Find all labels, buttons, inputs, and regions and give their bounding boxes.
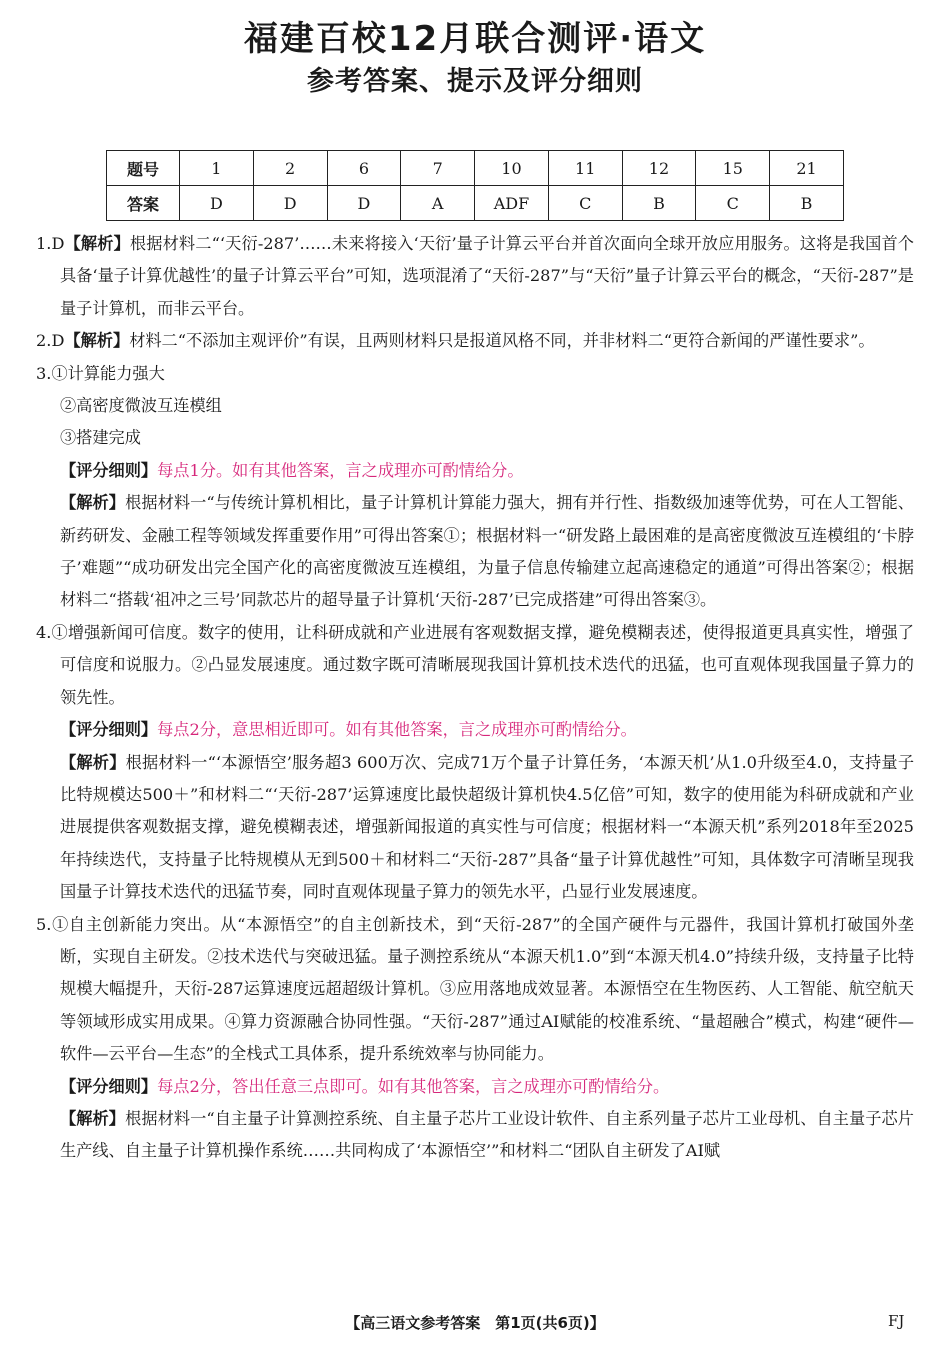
- analysis-block: [36, 747, 914, 909]
- question-number: 3.: [36, 363, 52, 383]
- answer-point: ③搭建完成: [60, 428, 141, 448]
- question-number-cell: 10: [475, 151, 549, 186]
- page-subtitle: 参考答案、提示及评分细则: [307, 66, 643, 97]
- answer-cell: C: [548, 186, 622, 221]
- answer-cell: D: [327, 186, 401, 221]
- scoring-rule: [36, 1071, 914, 1103]
- question-number-cell: 11: [548, 151, 622, 186]
- analysis-block: [36, 1103, 914, 1168]
- answer-text: ①自主创新能力突出。从“本源悟空”的自主创新技术，到“天衍-287”的全国产硬件与元器件，我国计算机打破国外垄断，实现自主研发。②技术迭代与突破迅猛。量子测控系统从“本源天机1.0”到“本源天机4.0”持续升级，支持量子比特规模大幅提升，天衍-287运算速度远超超级计算机。③应用落地成效显著。本源悟空在生物医药、人工智能、航空航天等领域形成实用成果。④算力资源融合协同性强。“天衍-287”通过AI赋能的校准系统、“量超融合”模式，构建“硬件—软件—云平台—生态”的全栈式工具体系，提升系统效率与协同能力。: [51, 914, 914, 1064]
- answer-cell: A: [401, 186, 475, 221]
- analysis-block: [36, 487, 914, 617]
- question-number: 1.D: [36, 234, 65, 253]
- answer-cell: B: [622, 186, 696, 221]
- answer-point: ①计算能力强大: [51, 363, 165, 383]
- answer-cell: ADF: [475, 186, 549, 221]
- page-footer: 【高三语文参考答案 第1页(共6页)】: [345, 1314, 605, 1332]
- question-4: [36, 617, 914, 714]
- question-5: [36, 909, 914, 1071]
- scoring-rule: [36, 455, 914, 487]
- question-number: 2.D: [36, 331, 65, 351]
- question-number: 4.: [36, 622, 52, 642]
- answer-cell: C: [696, 186, 770, 221]
- answer-cell: D: [253, 186, 327, 221]
- question-number-cell: 15: [696, 151, 770, 186]
- region-code: FJ: [888, 1312, 905, 1330]
- analysis-label: 【解析】: [60, 752, 126, 772]
- row-label-answer: 答案: [107, 186, 180, 221]
- answer-point: ②高密度微波互连模组: [60, 396, 222, 416]
- question-number-cell: 6: [327, 151, 401, 186]
- analysis-label: 【解析】: [64, 234, 130, 253]
- analysis-label: 【解析】: [60, 1108, 126, 1128]
- answer-cell: B: [770, 186, 844, 221]
- analysis-label: 【解析】: [60, 493, 126, 513]
- answer-row: [107, 186, 844, 221]
- scoring-rule: [36, 714, 914, 746]
- scoring-text: 每点2分，意思相近即可。如有其他答案，言之成理亦可酌情给分。: [157, 720, 637, 740]
- question-number-cell: 12: [622, 151, 696, 186]
- scoring-text: 每点1分。如有其他答案，言之成理亦可酌情给分。: [157, 460, 524, 480]
- analysis-text: 根据材料一“与传统计算机相比，量子计算机计算能力强大，拥有并行性、指数级加速等优势，可在人工智能、新药研发、金融工程等领域发挥重要作用”可得出答案①；根据材料一“研发路上最困难的是高密度微波互连模组的‘卡脖子’难题”“成功研发出完全国产化的高密度微波互连模组，为量子信息传输建立起高速稳定的通道”可得出答案②；根据材料二“搭载‘祖冲之三号’同款芯片的超导量子计算机‘天衍-287’已完成搭建”可得出答案③。: [60, 493, 914, 610]
- analysis-text: 根据材料一“自主量子计算测控系统、自主量子芯片工业设计软件、自主系列量子芯片工业母机、自主量子芯片生产线、自主量子计算机操作系统……共同构成了‘本源悟空’”和材料二“团队自主研发了AI赋: [60, 1108, 914, 1161]
- question-number-row: [107, 151, 844, 186]
- answer-text: ①增强新闻可信度。数字的使用，让科研成就和产业进展有客观数据支撑，避免模糊表述，使得报道更具真实性，增强了可信度和说服力。②凸显发展速度。通过数字既可清晰展现我国计算机技术迭代的迅猛，也可直观体现我国量子算力的领先性。: [51, 622, 914, 707]
- answer-table: [106, 150, 844, 221]
- scoring-text: 每点2分，答出任意三点即可。如有其他答案，言之成理亦可酌情给分。: [157, 1076, 670, 1096]
- question-2: [36, 325, 914, 357]
- answer-cell: D: [180, 186, 254, 221]
- analysis-text: 材料二“不添加主观评价”有误，且两则材料只是报道风格不同，并非材料二“更符合新闻的严谨性要求”。: [129, 331, 875, 351]
- page-title: 福建百校12月联合测评·语文: [243, 19, 707, 59]
- question-number-cell: 1: [180, 151, 254, 186]
- scoring-label: 【评分细则】: [60, 720, 158, 740]
- scoring-label: 【评分细则】: [60, 460, 158, 480]
- analysis-text: 根据材料一“‘本源悟空’服务超3 600万次、完成71万个量子计算任务，‘本源天机’从1.0升级至4.0，支持量子比特规模达500＋”和材料二“‘天衍-287’运算速度比最快超级计算机快4.5亿倍”可知，数字的使用能为科研成就和产业进展提供客观数据支撑，避免模糊表述，增强新闻报道的真实性与可信度；根据材料一“本源天机”系列2018年至2025年持续迭代，支持量子比特规模从无到500＋和材料二“天衍-287”具备“量子计算优越性”可知，具体数字可清晰呈现我国量子计算技术迭代的迅猛节奏，同时直观体现量子算力的领先水平，凸显行业发展速度。: [60, 752, 915, 902]
- question-number-cell: 21: [770, 151, 844, 186]
- analysis-text: 根据材料二“‘天衍-287’……未来将接入‘天衍’量子计算云平台并首次面向全球开放应用服务。这将是我国首个具备‘量子计算优越性’的量子计算云平台”可知，选项混淆了“天衍-287”与“天衍”量子计算云平台的概念，“天衍-287”是量子计算机，而非云平台。: [60, 234, 914, 318]
- analysis-label: 【解析】: [64, 331, 130, 351]
- question-number-cell: 7: [401, 151, 475, 186]
- question-number: 5.: [36, 914, 52, 934]
- question-number-cell: 2: [253, 151, 327, 186]
- scoring-label: 【评分细则】: [60, 1076, 158, 1096]
- answer-content: [36, 228, 914, 1168]
- question-3: [36, 358, 914, 390]
- row-label-number: 题号: [107, 151, 180, 186]
- question-1: [36, 228, 914, 325]
